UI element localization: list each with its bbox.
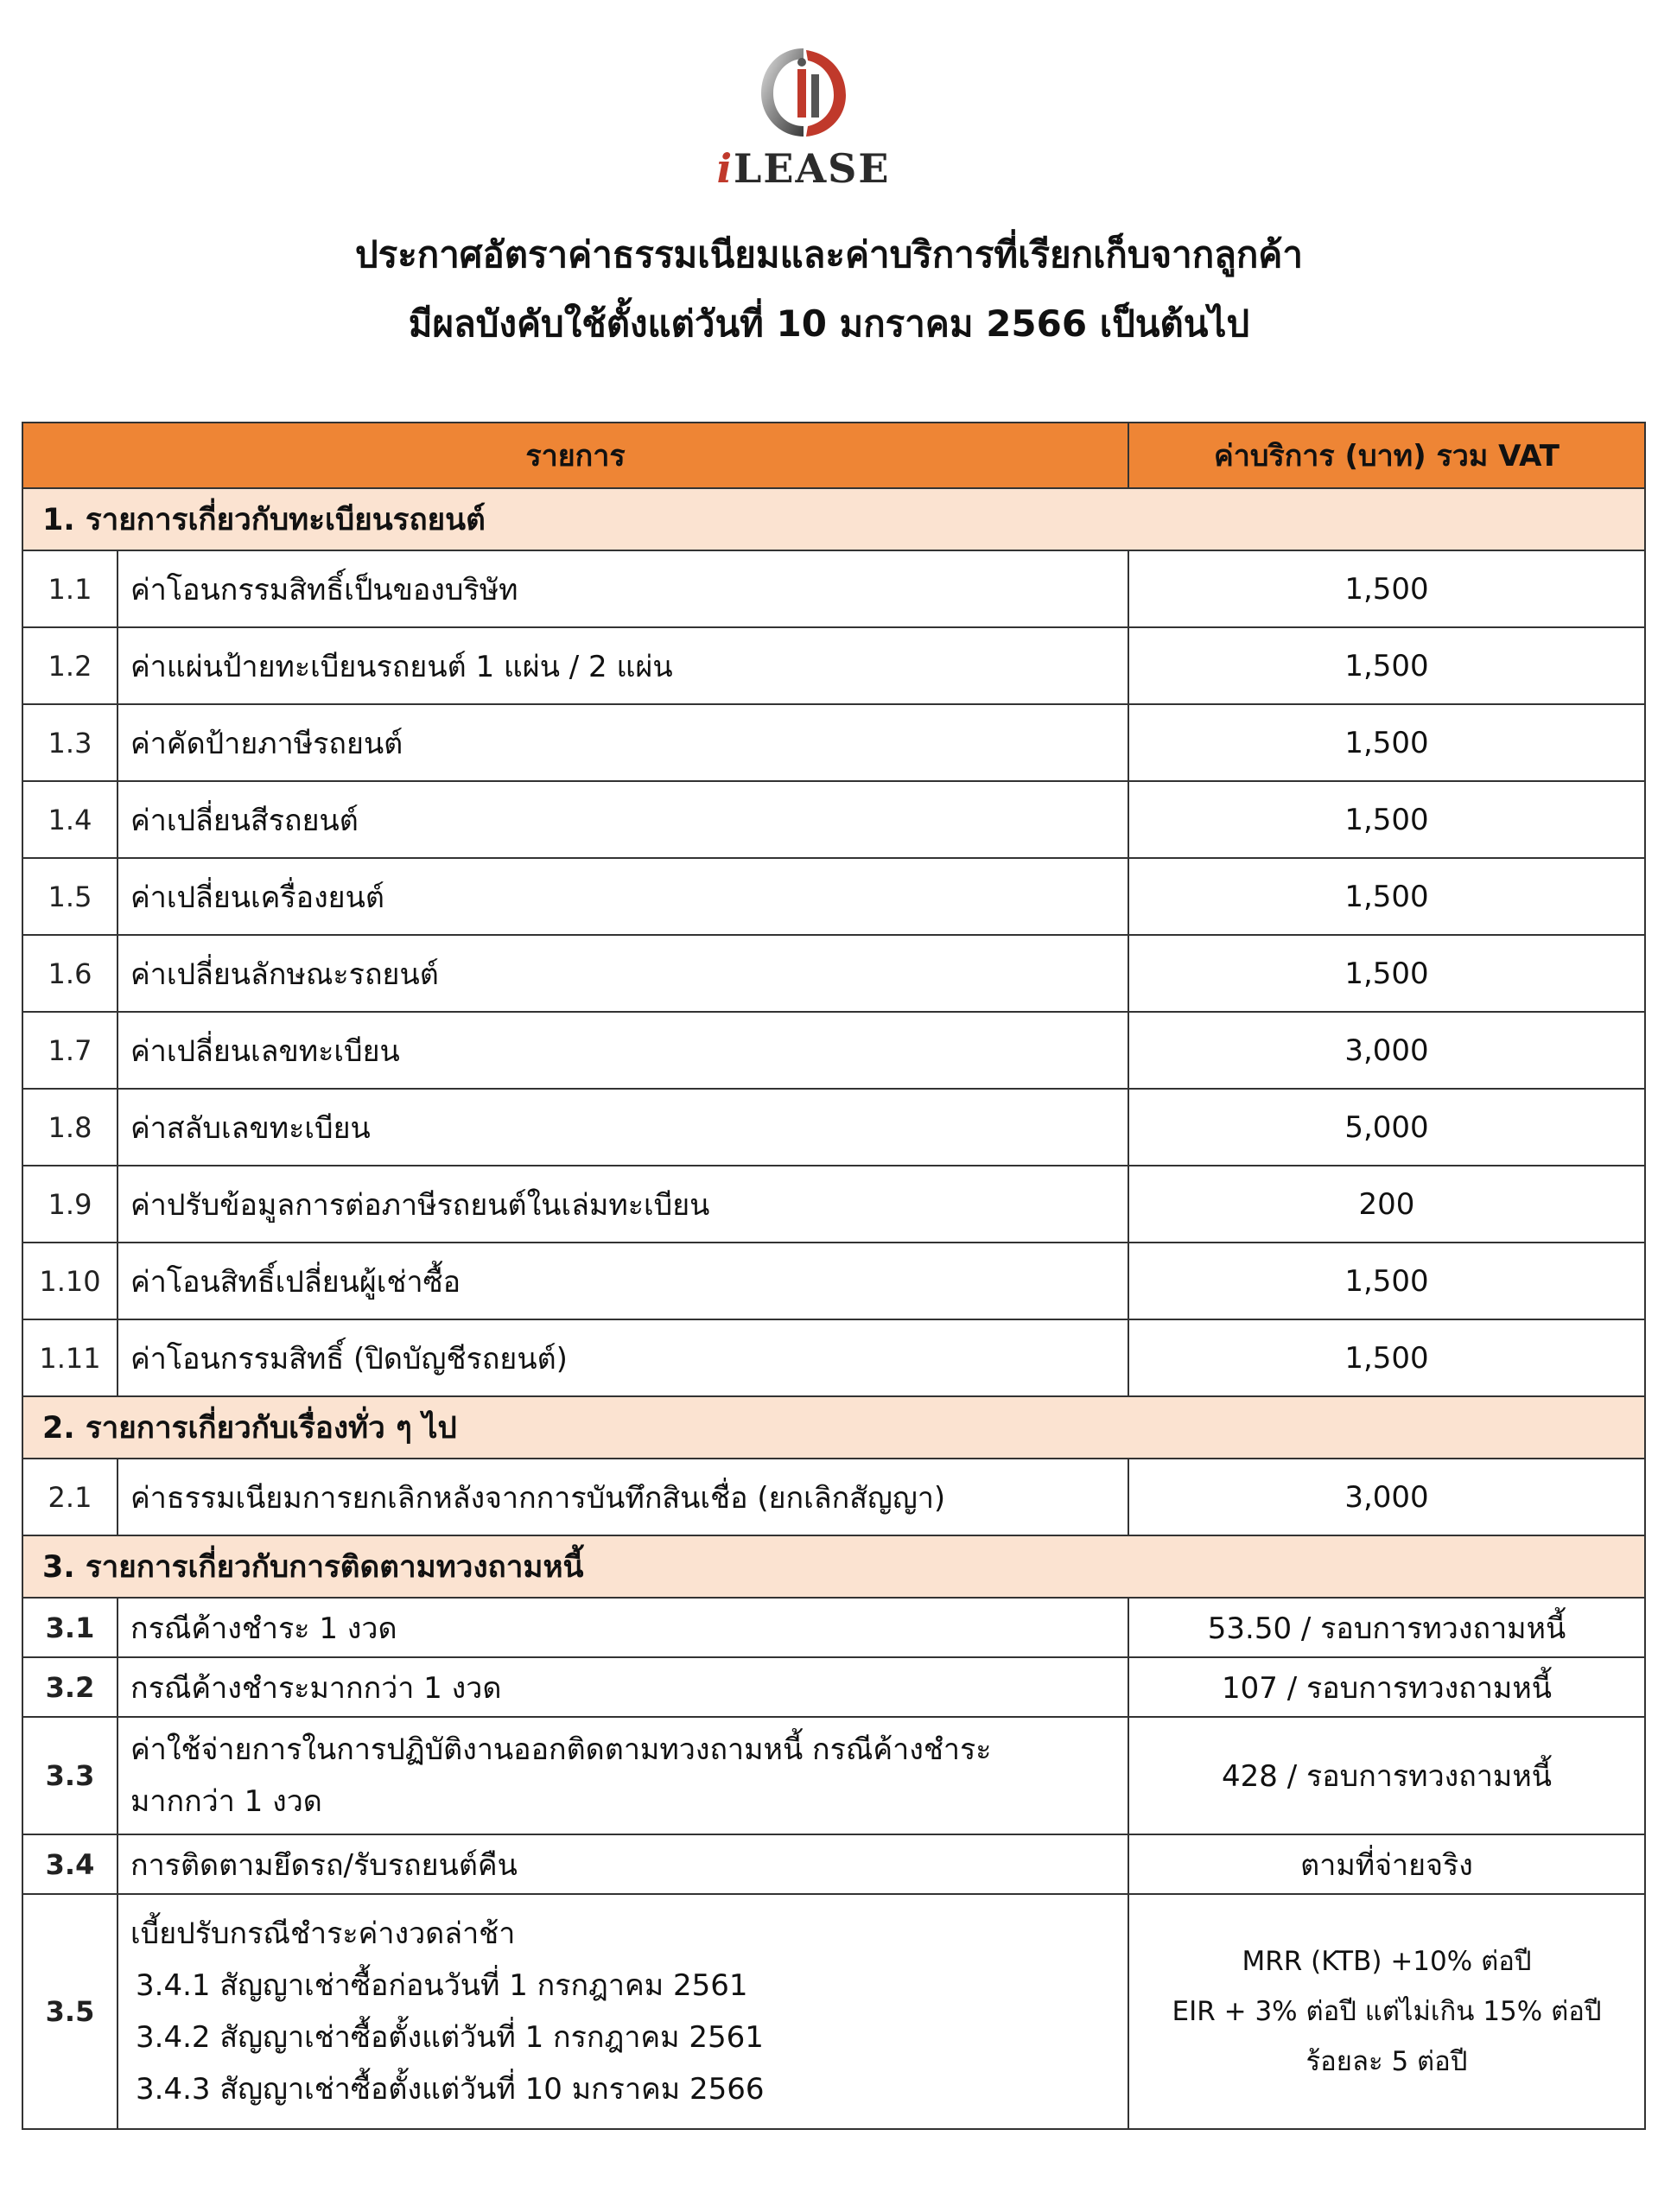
- table-row: [22, 627, 1645, 704]
- sub-item: 3.4.3 สัญญาเช่าซื้อตั้งแต่วันที่ 10 มกราคม 2566: [136, 2072, 765, 2107]
- row-description: ค่าสลับเลขทะเบียน: [118, 1089, 1128, 1166]
- row-fee: 1,500: [1128, 858, 1645, 935]
- row-description: กรณีค้างชำระมากกว่า 1 งวด: [118, 1657, 1128, 1717]
- row-number: 1.3: [22, 704, 118, 781]
- table-header-row: [22, 423, 1645, 488]
- section-header: 1. รายการเกี่ยวกับทะเบียนรถยนต์: [22, 488, 1645, 550]
- row-number: 1.11: [22, 1319, 118, 1396]
- sub-item: 3.4.2 สัญญาเช่าซื้อตั้งแต่วันที่ 1 กรกฎาคม 2561: [136, 2020, 764, 2055]
- row-fee: 1,500: [1128, 550, 1645, 627]
- row-number: 1.7: [22, 1012, 118, 1089]
- logo-emblem-icon: [756, 43, 851, 143]
- row-number: 1.2: [22, 627, 118, 704]
- table-row: [22, 1894, 1645, 2129]
- row-fee: 1,500: [1128, 935, 1645, 1012]
- table-row: [22, 1089, 1645, 1166]
- row-fee: ตามที่จ่ายจริง: [1128, 1834, 1645, 1894]
- row-description: ค่าโอนกรรมสิทธิ์เป็นของบริษัท: [118, 550, 1128, 627]
- row-number: 1.5: [22, 858, 118, 935]
- table-row: [22, 1166, 1645, 1243]
- row-number: 3.4: [22, 1834, 118, 1894]
- row-fee: 1,500: [1128, 1319, 1645, 1396]
- table-row: [22, 935, 1645, 1012]
- row-fee: 107 / รอบการทวงถามหนี้: [1128, 1657, 1645, 1717]
- row-number: 3.1: [22, 1598, 118, 1657]
- row-fee: 1,500: [1128, 627, 1645, 704]
- table-row: [22, 858, 1645, 935]
- fee-line: EIR + 3% ต่อปี แต่ไม่เกิน 15% ต่อปี: [1172, 1996, 1602, 2027]
- row-fee: 3,000: [1128, 1012, 1645, 1089]
- table-row: [22, 1657, 1645, 1717]
- row-fee: [1128, 1894, 1645, 2129]
- fee-table: [22, 422, 1646, 2130]
- page-subtitle: มีผลบังคับใช้ตั้งแต่วันที่ 10 มกราคม 2566 เป็นต้นไป: [408, 302, 1250, 345]
- row-description: [118, 1894, 1128, 2129]
- row-description-line: ค่าใช้จ่ายการในการปฏิบัติงานออกติดตามทวงถามหนี้ กรณีค้างชำระ: [130, 1732, 992, 1767]
- row-description: ค่าธรรมเนียมการยกเลิกหลังจากการบันทึกสินเชื่อ (ยกเลิกสัญญา): [118, 1459, 1128, 1535]
- ilease-logo: [691, 43, 916, 194]
- row-number: 2.1: [22, 1459, 118, 1535]
- row-number: 1.4: [22, 781, 118, 858]
- row-number: 1.1: [22, 550, 118, 627]
- section-header: 2. รายการเกี่ยวกับเรื่องทั่ว ๆ ไป: [22, 1396, 1645, 1459]
- row-number: 1.6: [22, 935, 118, 1012]
- section-header: 3. รายการเกี่ยวกับการติดตามทวงถามหนี้: [22, 1535, 1645, 1598]
- row-description: การติดตามยึดรถ/รับรถยนต์คืน: [118, 1834, 1128, 1894]
- table-row: [22, 704, 1645, 781]
- table-row: [22, 1319, 1645, 1396]
- row-fee: 3,000: [1128, 1459, 1645, 1535]
- table-row: [22, 1834, 1645, 1894]
- row-number: 1.9: [22, 1166, 118, 1243]
- row-description: ค่าเปลี่ยนเครื่องยนต์: [118, 858, 1128, 935]
- fee-line: ร้อยละ 5 ต่อปี: [1305, 2046, 1468, 2077]
- sub-item: 3.4.1 สัญญาเช่าซื้อก่อนวันที่ 1 กรกฎาคม 2561: [136, 1968, 748, 2003]
- row-description-head: เบี้ยปรับกรณีชำระค่างวดล่าช้า: [130, 1916, 516, 1951]
- logo-wordmark: iLEASE: [716, 145, 891, 192]
- row-number: 3.3: [22, 1717, 118, 1834]
- row-fee: 5,000: [1128, 1089, 1645, 1166]
- row-fee: 53.50 / รอบการทวงถามหนี้: [1128, 1598, 1645, 1657]
- row-number: 1.10: [22, 1243, 118, 1319]
- row-description: ค่าโอนกรรมสิทธิ์ (ปิดบัญชีรถยนต์): [118, 1319, 1128, 1396]
- row-fee: 1,500: [1128, 1243, 1645, 1319]
- table-row: [22, 781, 1645, 858]
- table-row: [22, 1459, 1645, 1535]
- row-description: ค่าคัดป้ายภาษีรถยนต์: [118, 704, 1128, 781]
- table-row: [22, 1598, 1645, 1657]
- row-fee: 200: [1128, 1166, 1645, 1243]
- row-number: 3.2: [22, 1657, 118, 1717]
- table-row: [22, 550, 1645, 627]
- row-fee: 1,500: [1128, 704, 1645, 781]
- row-description: ค่าเปลี่ยนสีรถยนต์: [118, 781, 1128, 858]
- row-description: กรณีค้างชำระ 1 งวด: [118, 1598, 1128, 1657]
- row-description: ค่าปรับข้อมูลการต่อภาษีรถยนต์ในเล่มทะเบียน: [118, 1166, 1128, 1243]
- row-description: ค่าโอนสิทธิ์เปลี่ยนผู้เช่าซื้อ: [118, 1243, 1128, 1319]
- row-description: ค่าแผ่นป้ายทะเบียนรถยนต์ 1 แผ่น / 2 แผ่น: [118, 627, 1128, 704]
- row-number: 1.8: [22, 1089, 118, 1166]
- page-title: ประกาศอัตราค่าธรรมเนียมและค่าบริการที่เรียกเก็บจากลูกค้า: [355, 233, 1303, 276]
- table-row: [22, 1243, 1645, 1319]
- row-fee: 1,500: [1128, 781, 1645, 858]
- row-description-line: มากกว่า 1 งวด: [130, 1784, 322, 1819]
- row-description: ค่าเปลี่ยนเลขทะเบียน: [118, 1012, 1128, 1089]
- row-number: 3.5: [22, 1894, 118, 2129]
- header-item: รายการ: [22, 423, 1128, 488]
- table-row: [22, 1717, 1645, 1834]
- table-row: [22, 1012, 1645, 1089]
- row-description: ค่าเปลี่ยนลักษณะรถยนต์: [118, 935, 1128, 1012]
- header-fee: ค่าบริการ (บาท) รวม VAT: [1128, 423, 1645, 488]
- row-description: [118, 1717, 1128, 1834]
- row-fee: 428 / รอบการทวงถามหนี้: [1128, 1717, 1645, 1834]
- fee-line: MRR (KTB) +10% ต่อปี: [1242, 1946, 1532, 1977]
